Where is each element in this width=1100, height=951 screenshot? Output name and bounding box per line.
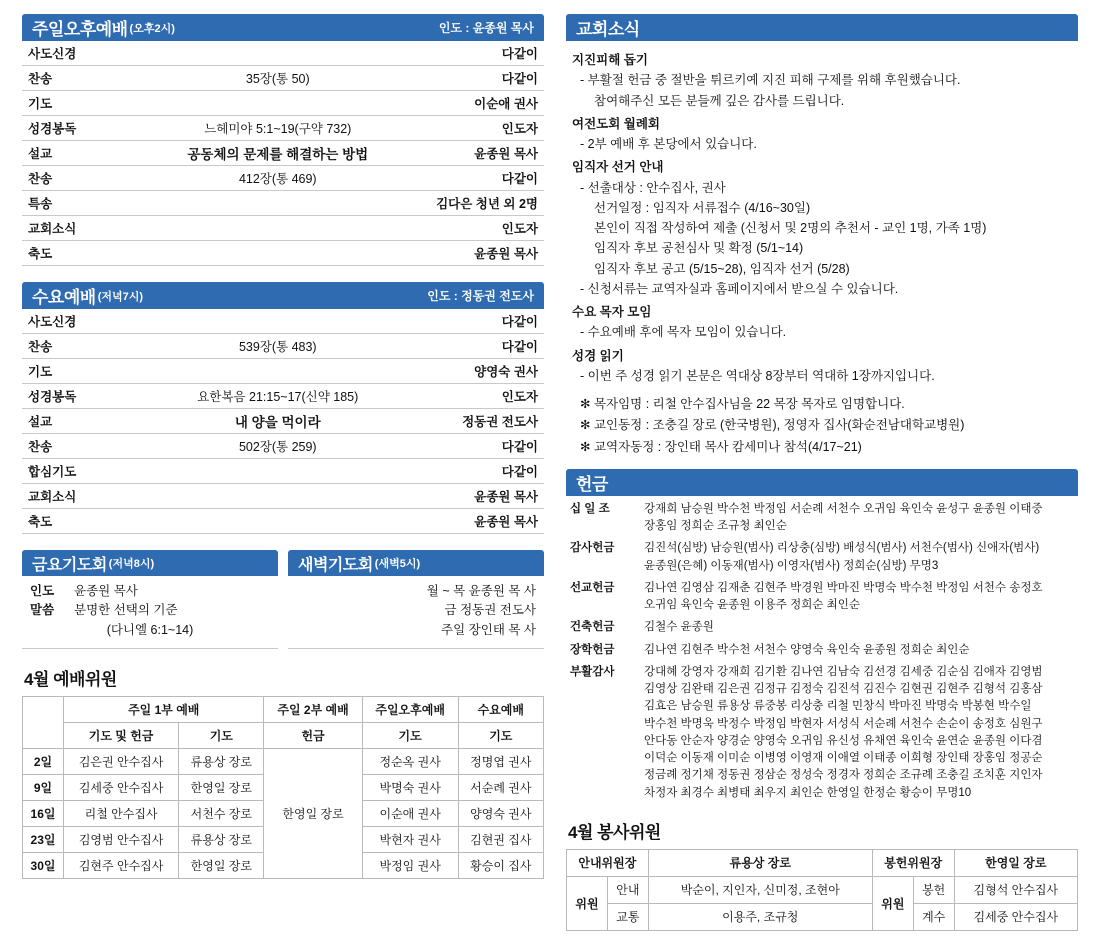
offering-category: 감사헌금 (570, 542, 615, 555)
worship-order-row (22, 334, 544, 359)
order-item-person: 다같이 (387, 41, 544, 66)
sunday-pm-subtitle: (오후2시) (129, 22, 175, 35)
wednesday-title: 수요예배 (32, 288, 96, 307)
friday-subtitle: (저녁8시) (108, 558, 155, 570)
worship-order-row (22, 484, 544, 509)
offering-category: 십 일 조 (570, 502, 610, 515)
offering-name-line: 강재희 남승원 박수천 박정임 서순례 서천수 오귀임 육인숙 윤성구 윤종원 이태중 (644, 502, 1043, 515)
order-item-name: 찬송 (22, 66, 168, 91)
dawn-line-1: 월 ~ 목 윤종원 목 사 (426, 584, 536, 598)
order-item-name: 교회소식 (22, 216, 168, 241)
offering-row (566, 659, 1078, 802)
order-item-name: 사도신경 (22, 41, 168, 66)
offering-names (644, 619, 1078, 636)
friday-prayer-section (22, 550, 278, 649)
guide-members-1: 박순이, 지인자, 신미정, 조현아 (648, 876, 872, 903)
service-committee-table (566, 849, 1078, 931)
committee-head-row-1 (23, 697, 544, 723)
service-committee-body (567, 849, 1078, 930)
offering-category: 건축헌금 (570, 621, 615, 634)
order-item-detail: 공동체의 문제를 해결하는 방법 (168, 141, 387, 166)
dawn-body (288, 576, 544, 649)
news-note: ✻ 목자임명 : 리철 안수집사님을 22 목장 목자로 임명합니다. (580, 397, 905, 411)
offering-name-line: 박수천 박명욱 박정수 박정임 박현자 서성식 서순례 서천수 손순이 송정호 심원구 (644, 717, 1043, 730)
order-item-name: 기도 (22, 359, 168, 384)
offering-chief-label: 봉헌위원장 (872, 849, 954, 876)
order-item-detail: 내 양을 먹이라 (168, 409, 387, 434)
committee-sub-prayer-pm: 기도 (362, 723, 458, 749)
offering-name-line: 김효은 남승원 류용상 류중봉 리상충 리철 민창식 박마진 박명숙 박봉현 박수일 (644, 700, 1032, 713)
offering-row (566, 496, 1078, 536)
order-item-person: 인도자 (387, 216, 544, 241)
friday-scripture: (다니엘 6:1~14) (106, 622, 194, 637)
worship-order-row (22, 216, 544, 241)
committee-1st-prayer: 리철 안수집사 (64, 801, 179, 827)
wednesday-leader: 인도 : 정동권 전도사 (427, 289, 534, 303)
order-item-person: 인도자 (387, 384, 544, 409)
committee-title: 4월 예배위원 (24, 670, 117, 690)
order-item-person: 다같이 (387, 459, 544, 484)
dawn-line-2: 금 정동권 전도사 (444, 603, 536, 618)
order-item-detail (168, 309, 387, 334)
offering-role-1: 봉헌 (913, 876, 954, 903)
order-item-detail (168, 459, 387, 484)
worship-order-row (22, 141, 544, 166)
offering-name-line: 이덕순 이동재 이미순 이병영 이영재 이애열 이태종 이희형 장인태 장홍임 정공순 (644, 752, 1043, 764)
worship-order-row (22, 359, 544, 384)
order-item-detail: 412장(통 469) (168, 166, 387, 191)
offering-name-line: 강대혜 강영자 강재희 김기환 김나연 김남숙 김선경 김세중 김순심 김애자 김영범 (644, 665, 1043, 678)
order-item-name: 찬송 (22, 166, 168, 191)
order-item-person: 다같이 (387, 66, 544, 91)
offering-members-2: 김세중 안수집사 (954, 903, 1077, 930)
dawn-prayer-section (288, 550, 544, 649)
order-item-name: 찬송 (22, 434, 168, 459)
committee-1st-prayer: 김현주 안수집사 (64, 853, 179, 879)
wednesday-table (22, 309, 544, 534)
wednesday-header (22, 282, 544, 309)
offering-title: 헌금 (576, 474, 608, 494)
committee-head-sunday-pm: 주일오후예배 (362, 697, 458, 723)
sunday-pm-section (22, 14, 544, 266)
friday-body (22, 576, 278, 649)
offering-role-2: 계수 (913, 903, 954, 930)
worship-order-row (22, 459, 544, 484)
guide-chief-label: 안내위원장 (567, 849, 649, 876)
committee-pm-prayer: 박정임 권사 (362, 853, 458, 879)
committee-date: 30일 (23, 853, 64, 879)
order-item-name: 축도 (22, 509, 168, 534)
order-item-detail: 35장(통 50) (168, 66, 387, 91)
committee-head-sunday-2nd: 주일 2부 예배 (264, 697, 362, 723)
committee-head-sunday-1st: 주일 1부 예배 (64, 697, 264, 723)
news-line: - 2부 예배 후 본당에서 있습니다. (580, 137, 757, 151)
committee-head-blank (23, 697, 64, 749)
friday-lead-label: 인도 (30, 584, 55, 598)
worship-order-row (22, 384, 544, 409)
order-item-detail: 539장(통 483) (168, 334, 387, 359)
news-line: 임직자 후보 공고 (5/15~28), 임직자 선거 (5/28) (594, 261, 850, 276)
church-news-title: 교회소식 (576, 20, 640, 39)
order-item-detail: 느헤미야 5:1~19(구약 732) (168, 116, 387, 141)
worship-order-row (22, 116, 544, 141)
left-member-label: 위원 (567, 876, 608, 930)
offering-name-line: 김진석(심방) 남승원(범사) 리상충(심방) 배성식(범사) 서천수(범사) 신애자(범사) (644, 542, 1040, 555)
committee-1st-offering: 한영일 장로 (179, 775, 264, 801)
offering-name-line: 장홍임 정희순 조규청 최인순 (644, 520, 787, 532)
order-item-person: 윤종원 목사 (387, 241, 544, 266)
offering-name-line: 김나연 김현주 박수천 서천수 양영숙 육인숙 윤종원 정희순 최인순 (644, 643, 970, 656)
news-heading: 수요 목자 모임 (572, 305, 652, 319)
offering-category: 선교헌금 (570, 581, 615, 594)
offering-name-line: 김영상 김완태 김은권 김정규 김정숙 김진석 김진수 김현권 김현주 김형석 김홍삼 (644, 683, 1043, 695)
committee-head-row-2 (23, 723, 544, 749)
order-item-name: 성경봉독 (22, 116, 168, 141)
committee-sub-prayer: 기도 (179, 723, 264, 749)
order-item-person: 다같이 (387, 166, 544, 191)
dawn-line-3: 주일 장인태 목 사 (441, 622, 536, 637)
order-item-detail (168, 241, 387, 266)
worship-order-row (22, 66, 544, 91)
offering-name-line: 오귀임 육인숙 윤종원 이용주 정희순 최인순 (644, 599, 860, 611)
news-line: 임직자 후보 공천심사 및 확정 (5/1~14) (594, 241, 804, 256)
committee-pm-prayer: 박현자 권사 (362, 827, 458, 853)
worship-order-row (22, 41, 544, 66)
news-line: - 신청서류는 교역자실과 홈페이지에서 받으실 수 있습니다. (580, 281, 899, 296)
order-item-name: 축도 (22, 241, 168, 266)
dawn-title: 새벽기도회 (298, 556, 373, 574)
right-member-label: 위원 (872, 876, 913, 930)
committee-wed-prayer: 김현권 집사 (458, 827, 543, 853)
order-item-name: 교회소식 (22, 484, 168, 509)
committee-body (23, 749, 544, 879)
offering-row (566, 535, 1078, 575)
news-note: ✻ 교인동정 : 조충길 장로 (한국병원), 정영자 집사(화순전남대학교병원) (580, 418, 965, 433)
offering-names (644, 664, 1078, 802)
news-line: 참여해주신 모든 분들께 깊은 감사를 드립니다. (594, 93, 845, 108)
order-item-detail (168, 484, 387, 509)
guide-chief-name: 류용상 장로 (648, 849, 872, 876)
right-column (556, 0, 1100, 951)
service-row-2 (567, 903, 1078, 930)
order-item-name: 합심기도 (22, 459, 168, 484)
order-item-name: 성경봉독 (22, 384, 168, 409)
order-item-name: 사도신경 (22, 309, 168, 334)
order-item-person: 이순애 권사 (387, 91, 544, 116)
order-item-person: 정동권 전도사 (387, 409, 544, 434)
order-item-person: 윤종원 목사 (387, 141, 544, 166)
news-note: ✻ 교역자동정 : 장인태 목사 캄세미나 참석(4/17~21) (580, 439, 862, 454)
news-line: - 수요예배 후에 목자 모임이 있습니다. (580, 325, 787, 340)
news-line: - 부활절 헌금 중 절반을 튀르키예 지진 피해 구제를 위해 후원했습니다. (580, 73, 961, 88)
committee-1st-prayer: 김영범 안수집사 (64, 827, 179, 853)
church-news-header (566, 14, 1078, 41)
committee-date: 2일 (23, 749, 64, 775)
offering-name-line: 김나연 김영삼 김재춘 김현주 박경원 박마진 박명숙 박수천 박정임 서천수 송정호 (644, 581, 1043, 594)
worship-order-row (22, 91, 544, 116)
table-row (23, 749, 544, 775)
news-heading: 지진피해 돕기 (572, 53, 648, 67)
dawn-header (288, 550, 544, 576)
offering-names (644, 580, 1078, 615)
worship-order-row (22, 166, 544, 191)
order-item-detail (168, 216, 387, 241)
committee-1st-offering: 한영일 장로 (179, 853, 264, 879)
offering-name-line: 차정자 최경수 최병태 최우지 최인순 한영일 한정순 황승이 무명10 (644, 786, 972, 799)
committee-2nd-offering: 한영일 장로 (264, 749, 362, 879)
order-item-name: 설교 (22, 409, 168, 434)
order-item-person: 인도자 (387, 116, 544, 141)
order-item-name: 찬송 (22, 334, 168, 359)
offering-section (566, 469, 1078, 802)
offering-row (566, 575, 1078, 615)
sunday-pm-title: 주일오후예배 (32, 20, 128, 39)
news-heading: 임직자 선거 안내 (572, 160, 664, 175)
sunday-pm-table (22, 41, 544, 266)
service-row-1 (567, 876, 1078, 903)
committee-wed-prayer: 정명엽 권사 (458, 749, 543, 775)
service-head-row (567, 849, 1078, 876)
order-item-detail (168, 41, 387, 66)
order-item-name: 특송 (22, 191, 168, 216)
church-news-section (566, 14, 1078, 457)
offering-body (566, 496, 1078, 802)
sunday-pm-rows (22, 41, 544, 266)
order-item-person: 다같이 (387, 309, 544, 334)
order-item-detail: 502장(통 259) (168, 434, 387, 459)
order-item-detail (168, 509, 387, 534)
committee-1st-offering: 류용상 장로 (179, 749, 264, 775)
dawn-subtitle: (새벽5시) (374, 558, 421, 570)
offering-name-line: 김철수 윤종원 (644, 621, 714, 634)
friday-word-label: 말씀 (30, 603, 55, 618)
order-item-person: 윤종원 목사 (387, 509, 544, 534)
committee-pm-prayer: 박명숙 권사 (362, 775, 458, 801)
offering-category: 장학헌금 (570, 643, 615, 656)
prayer-meetings (22, 550, 544, 649)
order-item-detail: 요한복음 21:15~17(신약 185) (168, 384, 387, 409)
offering-chief-name: 한영일 장로 (954, 849, 1077, 876)
committee-head-wednesday: 수요예배 (458, 697, 543, 723)
order-item-name: 설교 (22, 141, 168, 166)
friday-header (22, 550, 278, 576)
news-line: - 선출대상 : 안수집사, 권사 (580, 180, 726, 195)
sunday-pm-header (22, 14, 544, 41)
committee-1st-prayer: 김은권 안수집사 (64, 749, 179, 775)
church-news-body (566, 41, 1078, 457)
offering-header (566, 469, 1078, 496)
guide-role-1: 안내 (608, 876, 649, 903)
guide-members-2: 이용주, 조규청 (648, 903, 872, 930)
wednesday-subtitle: (저녁7시) (97, 290, 144, 303)
worship-order-row (22, 241, 544, 266)
committee-wed-prayer: 양영숙 권사 (458, 801, 543, 827)
order-item-person: 김다은 청년 외 2명 (387, 191, 544, 216)
wednesday-rows (22, 309, 544, 534)
committee-pm-prayer: 이순애 권사 (362, 801, 458, 827)
order-item-detail (168, 359, 387, 384)
news-heading: 성경 읽기 (572, 348, 624, 363)
order-item-detail (168, 91, 387, 116)
committee-sub-offering: 헌금 (264, 723, 362, 749)
order-item-person: 다같이 (387, 434, 544, 459)
service-committee-section (566, 818, 1078, 931)
committee-sub-prayer-offering: 기도 및 헌금 (64, 723, 179, 749)
order-item-person: 윤종원 목사 (387, 484, 544, 509)
news-line: 본인이 직접 작성하여 제출 (신청서 및 2명의 추천서 - 교인 1명, 가족 1명) (594, 221, 987, 235)
committee-head (23, 697, 544, 749)
committee-date: 16일 (23, 801, 64, 827)
offering-names (644, 540, 1078, 575)
committee-date: 9일 (23, 775, 64, 801)
worship-order-row (22, 309, 544, 334)
offering-names (644, 501, 1078, 536)
worship-order-row (22, 409, 544, 434)
order-item-person: 다같이 (387, 334, 544, 359)
offering-row (566, 637, 1078, 659)
order-item-detail (168, 191, 387, 216)
committee-1st-offering: 류용상 장로 (179, 827, 264, 853)
worship-order-row (22, 191, 544, 216)
committee-date: 23일 (23, 827, 64, 853)
wednesday-section (22, 282, 544, 534)
offering-name-line: 윤종원(은혜) 이동재(범사) 이영자(범사) 정희순(심방) 무명3 (644, 559, 939, 572)
friday-title: 금요기도회 (32, 556, 107, 574)
news-heading: 여전도회 월례회 (572, 116, 660, 131)
news-line: - 이번 주 성경 읽기 본문은 역대상 8장부터 역대하 1장까지입니다. (580, 368, 935, 383)
worship-order-row (22, 434, 544, 459)
offering-name-line: 정금례 정기채 정동권 정삼순 정성숙 정경자 정희순 조규례 조충길 조치훈 지인자 (644, 769, 1043, 782)
service-committee-title: 4월 봉사위원 (568, 822, 661, 842)
news-line: 선거일정 : 임직자 서류접수 (4/16~30일) (594, 200, 811, 215)
committee-wed-prayer: 서순례 권사 (458, 775, 543, 801)
order-item-person: 양영숙 권사 (387, 359, 544, 384)
committee-pm-prayer: 정순옥 권사 (362, 749, 458, 775)
committee-1st-offering: 서천수 장로 (179, 801, 264, 827)
committee-1st-prayer: 김세중 안수집사 (64, 775, 179, 801)
offering-category: 부활감사 (570, 665, 615, 678)
friday-lead-value: 윤종원 목사 (74, 584, 138, 598)
committee-wed-prayer: 황승이 집사 (458, 853, 543, 879)
order-item-name: 기도 (22, 91, 168, 116)
offering-members-1: 김형석 안수집사 (954, 876, 1077, 903)
worship-order-row (22, 509, 544, 534)
news-spacer (572, 386, 1074, 393)
offering-row (566, 614, 1078, 636)
guide-role-2: 교통 (608, 903, 649, 930)
committee-sub-prayer-wed: 기도 (458, 723, 543, 749)
friday-word-value: 분명한 선택의 기준 (74, 603, 178, 618)
offering-names (644, 642, 1078, 659)
sunday-pm-leader: 인도 : 윤종원 목사 (438, 21, 534, 35)
offering-name-line: 안다동 안순자 양경순 양영숙 오귀임 유신성 유채연 육인숙 윤연순 윤종원 이다겸 (644, 734, 1043, 747)
worship-committee-table (22, 696, 544, 879)
